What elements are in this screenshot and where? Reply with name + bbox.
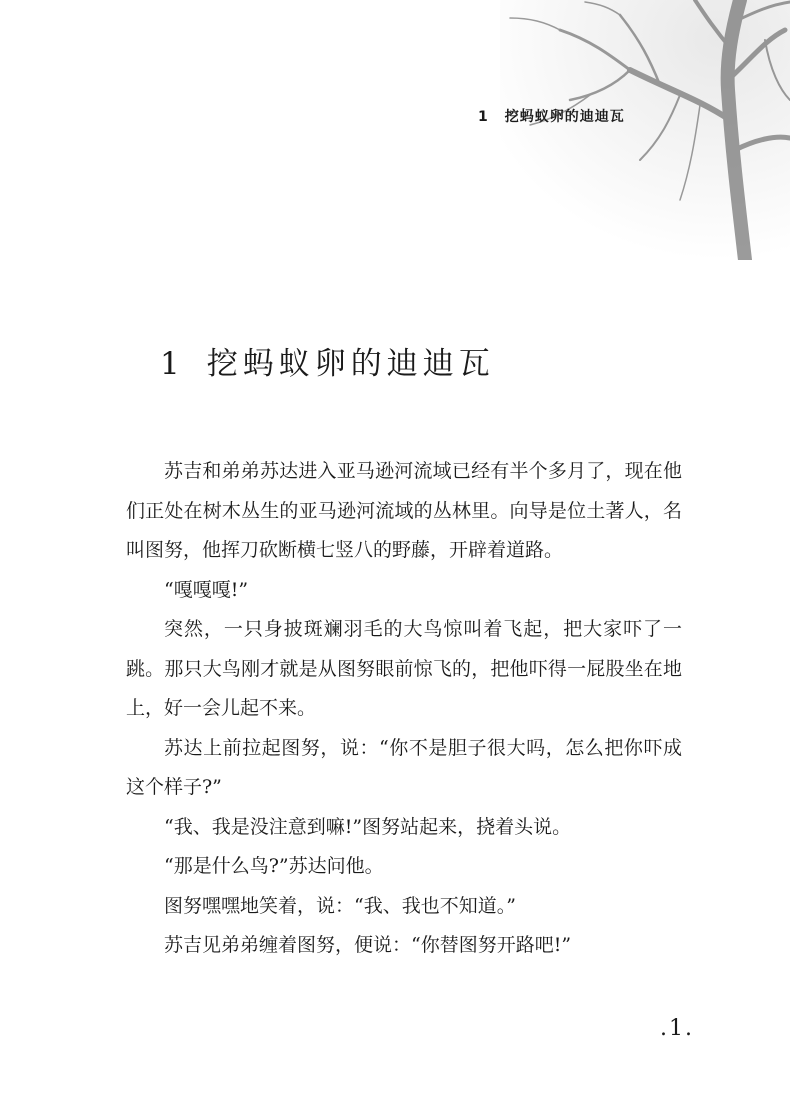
paragraph: 突然，一只身披斑斓羽毛的大鸟惊叫着飞起，把大家吓了一跳。那只大鸟刚才就是从图努眼前惊飞的，把他吓得一屁股坐在地上，好一会儿起不来。 <box>126 618 682 719</box>
chapter-heading <box>160 338 495 383</box>
chapter-number: 1 <box>160 346 185 382</box>
paragraph: “嘎嘎嘎!” <box>164 578 249 601</box>
running-header <box>478 106 625 126</box>
body-text <box>126 452 682 966</box>
running-header-chapter-number: 1 <box>478 109 489 125</box>
paragraph: “我、我是没注意到嘛!”图努站起来，挠着头说。 <box>164 815 572 838</box>
paragraph: 图努嘿嘿地笑着，说：“我、我也不知道。” <box>164 894 516 917</box>
paragraph: “那是什么鸟?”苏达问他。 <box>164 855 384 877</box>
chapter-title: 挖蚂蚁卵的迪迪瓦 <box>206 346 495 382</box>
tree-illustration-icon <box>500 0 790 260</box>
page-number: .1. <box>660 1016 694 1041</box>
paragraph: 苏吉见弟弟缠着图努，便说：“你替图努开路吧!” <box>164 934 572 956</box>
paragraph: 苏达上前拉起图努，说：“你不是胆子很大吗，怎么把你吓成这个样子?” <box>126 736 682 798</box>
running-header-chapter-title: 挖蚂蚁卵的迪迪瓦 <box>504 109 625 125</box>
paragraph: 苏吉和弟弟苏达进入亚马逊河流域已经有半个多月了，现在他们正处在树木丛生的亚马逊河流域的丛林里。向导是位土著人，名叫图努，他挥刀砍断横七竖八的野藤，开辟着道路。 <box>126 460 682 561</box>
